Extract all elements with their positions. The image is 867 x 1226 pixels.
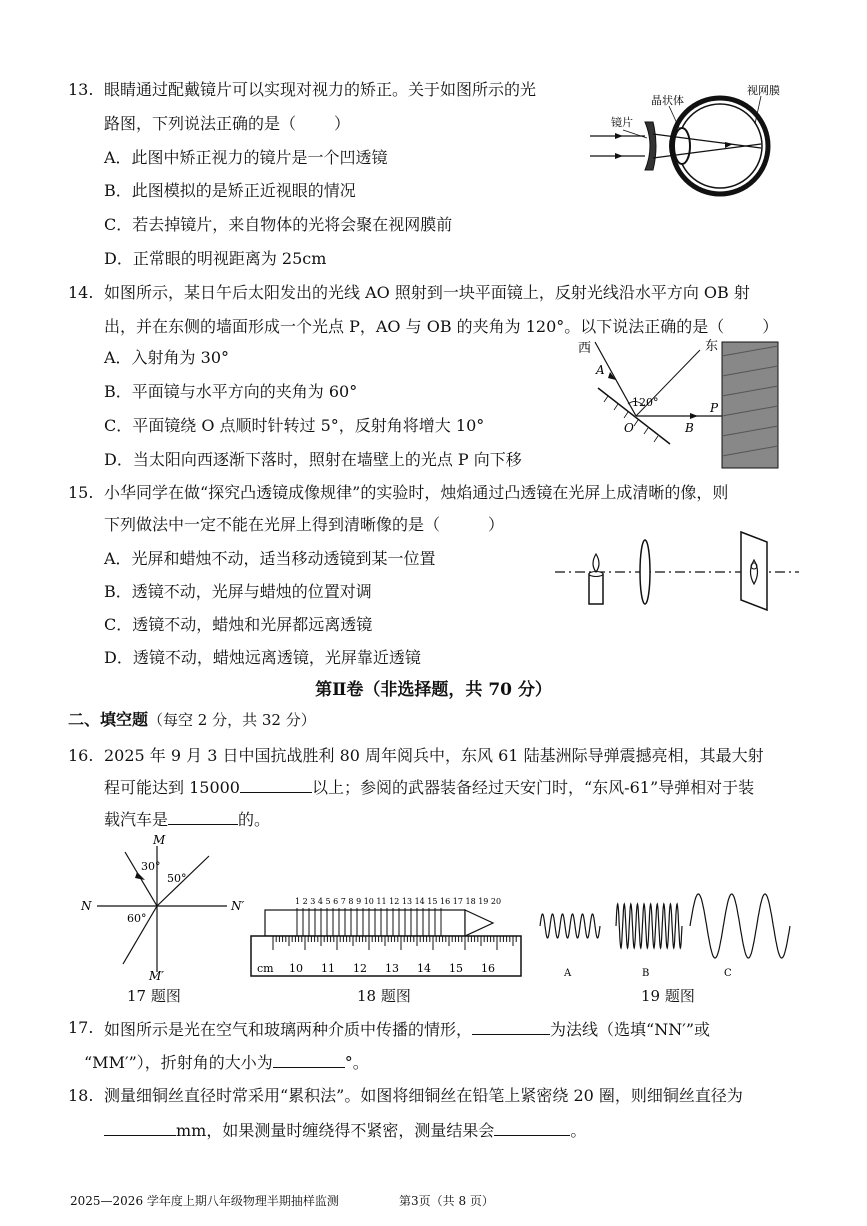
- q13-stem-line2: 路图，下列说法正确的是（ ）: [104, 114, 351, 133]
- q13-retina-label: 视网膜: [747, 84, 780, 97]
- q13-number: 13.: [68, 80, 94, 99]
- waveform-b: [616, 904, 682, 948]
- fig18-tick-16: 16: [481, 962, 495, 975]
- q15-option-d: D．透镜不动，蜡烛远离透镜，光屏靠近透镜: [104, 648, 421, 667]
- fig17-refraction-diagram: [75, 832, 255, 982]
- q18-stem-line2: mm，如果测量时缠绕得不紧密，测量结果会 。: [104, 1119, 586, 1141]
- fig17-caption: 17 题图: [127, 987, 181, 1005]
- q14-mirror-diagram: [570, 336, 785, 471]
- q16-stem-line2: 程可能达到 15000 以上；参阅的武器装备经过天安门时，“东风-61”导弹相对于装: [104, 778, 755, 797]
- fig18-tick-10: 10: [289, 962, 303, 975]
- q16-stem-line3: 载汽车是 的。: [104, 810, 271, 829]
- candle-shape: [589, 574, 603, 604]
- q13-stem-line1: 眼睛通过配戴镜片可以实现对视力的矫正。关于如图所示的光: [104, 80, 537, 99]
- q13-eye-diagram: [585, 84, 800, 199]
- q15-option-b: B．透镜不动，光屏与蜡烛的位置对调: [104, 582, 372, 601]
- fig17-angle50: 50°: [167, 872, 187, 885]
- q14-option-d: D．当太阳向西逐渐下落时，照射在墙壁上的光点 P 向下移: [104, 450, 522, 469]
- q13-option-d: D．正常眼的明视距离为 25cm: [104, 249, 327, 268]
- fig19-label-c: C: [724, 968, 732, 979]
- flame-shape: [593, 554, 599, 572]
- q14-angle-label: 120°: [632, 396, 659, 409]
- fig18-tick-14: 14: [417, 962, 431, 975]
- q17-blank-1[interactable]: [472, 1018, 550, 1035]
- q15-number: 15.: [68, 483, 94, 502]
- q14-east-label: 东: [705, 339, 719, 354]
- fig17-m2-label: M′: [149, 969, 165, 982]
- waveform-a: [540, 914, 600, 938]
- q18-blank-1[interactable]: [104, 1119, 176, 1136]
- q17-stem-line1: 如图所示是光在空气和玻璃两种介质中传播的情形， 为法线（选填“NN′”或: [104, 1020, 711, 1039]
- q18-stem-line1: 测量细铜丝直径时常采用“累积法”。如图将细铜丝在铅笔上紧密绕 20 圈，则细铜丝直径为: [104, 1086, 743, 1105]
- q14-option-b: B．平面镜与水平方向的夹角为 60°: [104, 382, 358, 401]
- fig18-tick-13: 13: [385, 962, 399, 975]
- q15-stem-line2: 下列做法中一定不能在光屏上得到清晰像的是（ ）: [104, 515, 505, 534]
- q15-stem-line1: 小华同学在做“探究凸透镜成像规律”的实验时，烛焰通过凸透镜在光屏上成清晰的像，则: [104, 483, 729, 502]
- q18-number: 18.: [68, 1086, 94, 1105]
- q13-lens-label: 镜片: [611, 116, 633, 129]
- fig18-tick-15: 15: [449, 962, 463, 975]
- convex-lens-shape: [640, 540, 650, 604]
- q14-a-label: A: [596, 363, 605, 377]
- q15-lens-bench-diagram: [555, 526, 800, 616]
- fig19-label-a: A: [564, 968, 572, 979]
- fig19-waveform-diagram: [536, 882, 796, 982]
- footer-exam-title: 2025—2026 学年度上期八年级物理半期抽样监测: [70, 1194, 339, 1208]
- fig18-tick-12: 12: [353, 962, 367, 975]
- q18-blank-2[interactable]: [494, 1119, 570, 1136]
- q13-option-c: C．若去掉镜片，来自物体的光将会聚在视网膜前: [104, 215, 453, 234]
- fig18-coil-count: 1 2 3 4 5 6 7 8 9 10 11 12 13 14 15 16 17 18 19 20: [295, 897, 502, 906]
- waveform-c: [690, 894, 790, 958]
- q14-p-label: P: [710, 401, 719, 415]
- section2-title: 第Ⅱ卷（非选择题，共 70 分）: [315, 680, 552, 700]
- fig17-m-label: M: [153, 833, 166, 847]
- q17-stem-line2: “MM′”），折射角的大小为 °。: [84, 1053, 369, 1072]
- fig19-caption: 19 题图: [641, 987, 695, 1005]
- q14-option-c: C．平面镜绕 O 点顺时针转过 5°，反射角将增大 10°: [104, 416, 485, 435]
- fig18-tick-cm: cm: [257, 962, 274, 975]
- q16-blank-1[interactable]: [240, 776, 312, 793]
- fig17-angle30: 30°: [141, 860, 161, 873]
- q15-option-a: A．光屏和蜡烛不动，适当移动透镜到某一位置: [104, 549, 436, 568]
- q16-number: 16.: [68, 746, 94, 765]
- q14-option-a: A．入射角为 30°: [104, 348, 230, 367]
- q14-b-label: B: [685, 421, 694, 435]
- q14-stem-line1: 如图所示，某日午后太阳发出的光线 AO 照射到一块平面镜上，反射光线沿水平方向 OB 射: [104, 283, 750, 302]
- q13-crystal-label: 晶状体: [651, 94, 684, 107]
- fig18-caption: 18 题图: [357, 987, 411, 1005]
- q16-stem-line1: 2025 年 9 月 3 日中国抗战胜利 80 周年阅兵中，东风 61 陆基洲际导弹震撼亮相，其最大射: [104, 746, 764, 765]
- q14-o-label: O: [624, 421, 634, 435]
- q13-option-b: B．此图模拟的是矫正近视眼的情况: [104, 181, 356, 200]
- fig18-tick-11: 11: [321, 962, 335, 975]
- q14-stem-line2: 出，并在东侧的墙面形成一个光点 P，AO 与 OB 的夹角为 120°。以下说法正确的是（ ）: [104, 317, 779, 336]
- q14-number: 14.: [68, 283, 94, 302]
- q15-option-c: C．透镜不动，蜡烛和光屏都远离透镜: [104, 615, 373, 634]
- fig19-label-b: B: [642, 968, 650, 979]
- fig17-n2-label: N′: [231, 899, 245, 913]
- footer-page-number: 第3页（共 8 页）: [399, 1194, 494, 1208]
- section2-part-heading: 二、填空题（每空 2 分，共 32 分）: [68, 710, 316, 729]
- q14-west-label: 西: [578, 341, 592, 356]
- q16-blank-2[interactable]: [168, 808, 238, 825]
- fig17-angle60: 60°: [127, 912, 147, 925]
- q17-blank-2[interactable]: [273, 1051, 345, 1068]
- q13-option-a: A．此图中矫正视力的镜片是一个凹透镜: [104, 148, 388, 167]
- q17-number: 17.: [68, 1018, 94, 1037]
- fig18-ruler-coil-diagram: [247, 880, 527, 980]
- fig17-n-label: N: [81, 899, 92, 913]
